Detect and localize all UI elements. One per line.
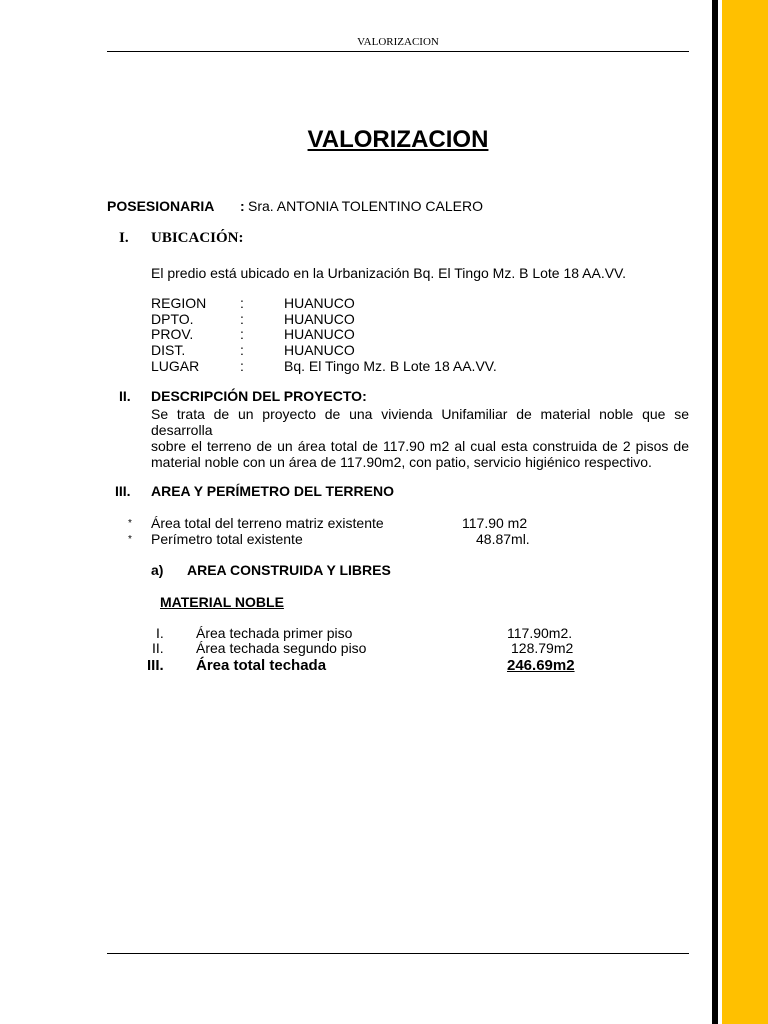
region-label: REGION	[151, 295, 207, 311]
area-total-value: 117.90 m2	[462, 515, 528, 531]
area-row-3-number: III.	[147, 657, 164, 674]
header-rule	[107, 51, 689, 52]
description-line: material noble con un área de 117.90m2, con patio, servicio higiénico respectivo.	[151, 454, 652, 470]
section-2-number: II.	[119, 388, 131, 404]
prov-separator: :	[240, 326, 244, 342]
area-row-1-number: I.	[156, 625, 164, 641]
area-row-1-value: 117.90m2.	[507, 625, 573, 641]
material-noble-heading: MATERIAL NOBLE	[160, 594, 284, 610]
page-edge-yellow-bar	[722, 0, 768, 1024]
section-3-number: III.	[115, 483, 131, 499]
dist-value: HUANUCO	[284, 342, 355, 358]
dpto-value: HUANUCO	[284, 311, 355, 327]
page-title: VALORIZACION	[307, 126, 489, 153]
region-separator: :	[240, 295, 244, 311]
region-value: HUANUCO	[284, 295, 355, 311]
posesionaria-separator: :	[240, 198, 245, 214]
area-total-label: Área total del terreno matriz existente	[151, 515, 384, 531]
posesionaria-label: POSESIONARIA	[107, 198, 215, 214]
dpto-label: DPTO.	[151, 311, 194, 327]
location-text: El predio está ubicado en la Urbanización Bq. El Tingo Mz. B Lote 18 AA.VV.	[151, 265, 626, 281]
lugar-label: LUGAR	[151, 358, 200, 374]
area-row-1-label: Área techada primer piso	[196, 625, 353, 641]
section-1-number: I.	[119, 230, 129, 246]
lugar-value: Bq. El Tingo Mz. B Lote 18 AA.VV.	[284, 358, 497, 374]
page-edge-black-bar	[712, 0, 718, 1024]
footer-rule	[107, 953, 689, 954]
bullet-asterisk: *	[128, 518, 132, 529]
project-description	[151, 406, 689, 470]
area-row-3-label: Área total techada	[196, 657, 327, 674]
subsection-a-number: a)	[151, 562, 164, 578]
dpto-separator: :	[240, 311, 244, 327]
bullet-asterisk: *	[128, 534, 132, 545]
running-header: VALORIZACION	[357, 36, 439, 48]
posesionaria-value: Sra. ANTONIA TOLENTINO CALERO	[248, 198, 483, 214]
area-row-2-label: Área techada segundo piso	[196, 640, 367, 656]
section-1-heading: UBICACIÓN:	[151, 230, 244, 246]
prov-value: HUANUCO	[284, 326, 355, 342]
perimeter-label: Perímetro total existente	[151, 531, 303, 547]
subsection-a-heading: AREA CONSTRUIDA Y LIBRES	[187, 562, 391, 578]
section-3-heading: AREA Y PERÍMETRO DEL TERRENO	[151, 483, 394, 499]
lugar-separator: :	[240, 358, 244, 374]
section-2-heading: DESCRIPCIÓN DEL PROYECTO:	[151, 388, 367, 404]
description-line: Se trata de un proyecto de una vivienda Unifamiliar de material noble que se desarrolla	[151, 406, 689, 438]
area-row-3-value: 246.69m2	[507, 657, 575, 674]
description-line: sobre el terreno de un área total de 117.90 m2 al cual esta construida de 2 pisos de	[151, 438, 689, 454]
area-row-2-number: II.	[152, 640, 164, 656]
prov-label: PROV.	[151, 326, 194, 342]
dist-label: DIST.	[151, 342, 186, 358]
area-row-2-value: 128.79m2	[511, 640, 574, 656]
dist-separator: :	[240, 342, 244, 358]
perimeter-value: 48.87ml.	[476, 531, 530, 547]
